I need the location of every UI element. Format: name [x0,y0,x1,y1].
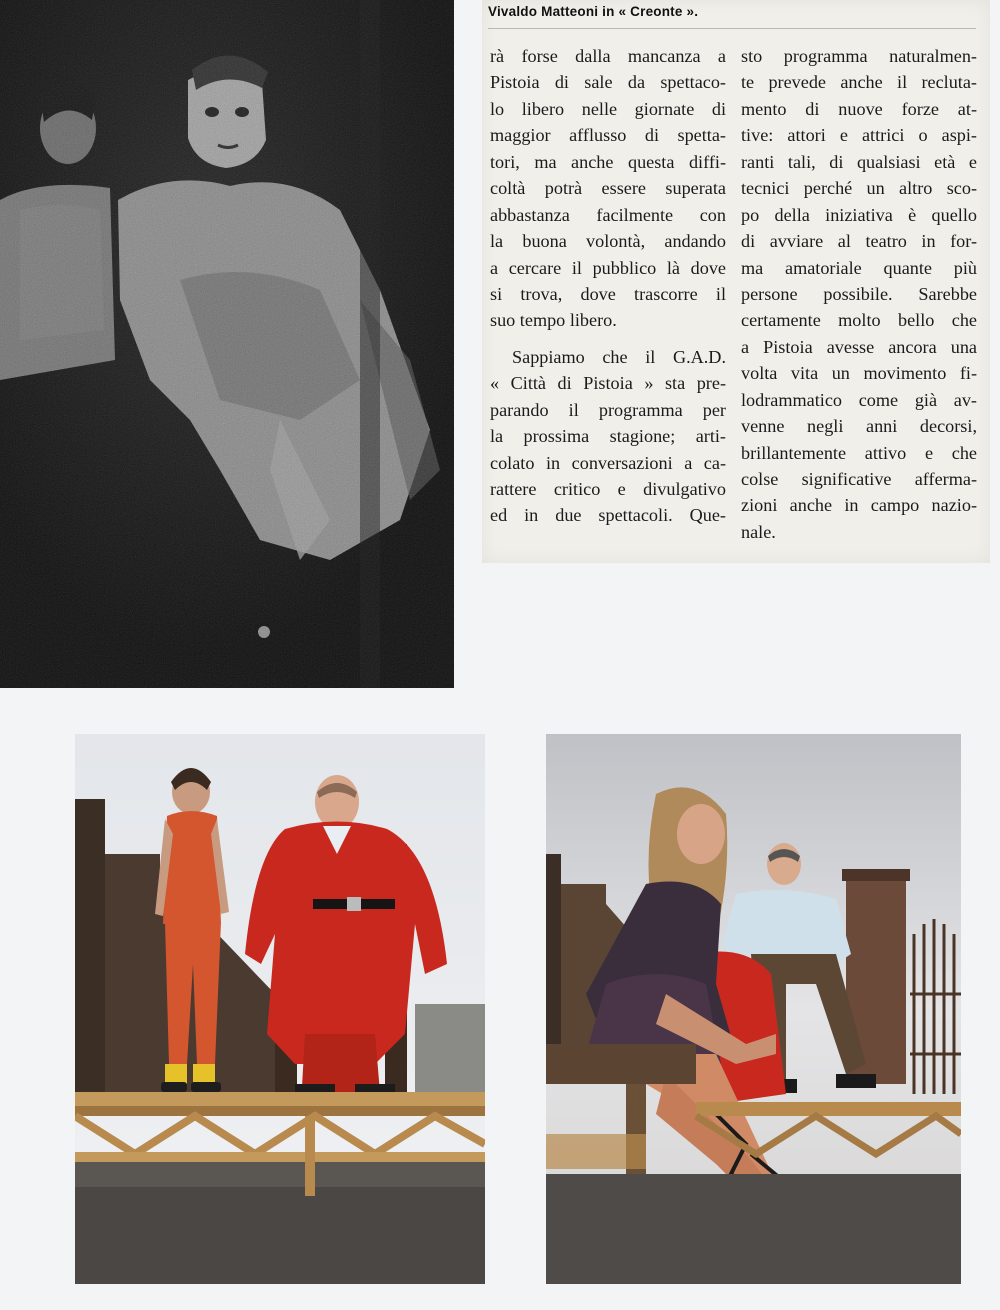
text-line: tecnici perché un altro sco- [741,178,977,199]
text-line: nale. [741,521,776,542]
article-column-left [490,43,726,529]
text-line: di avviare al teatro in for- [741,231,977,252]
text-line: certamente molto bello che [741,310,977,331]
text-line: coltà potrà essere superata [490,178,726,199]
text-line: te prevede anche il recluta- [741,72,977,93]
text-line: po della iniziativa è quello [741,204,977,225]
article-column-right [741,43,977,545]
caption-divider [488,28,976,29]
text-line: ranti tali, di qualsiasi età e [741,151,977,172]
text-line: persone possibile. Sarebbe [741,283,977,304]
text-line: tive: attori e attrici o aspi- [741,125,977,146]
text-line: ma amatoriale quante più [741,257,977,278]
color-stage-photo-left [75,734,485,1284]
girl-and-man-in-red-robe-photo-icon [75,734,485,1284]
text-line: la buona volontà, andando [490,231,726,252]
text-line: volta vita un movimento fi- [741,363,977,384]
text-line: « Città di Pistoia » sta pre- [490,373,726,394]
text-line: lodrammatico come già av- [741,389,977,410]
text-line: a cercare il pubblico là dove [490,257,726,278]
text-line: abbastanza facilmente con [490,204,726,225]
text-line: rà forse dalla mancanza a [490,46,726,66]
text-line: ed in due spettacoli. Que- [490,505,726,526]
text-line: lo libero nelle giornate di [490,98,726,119]
text-line: maggior afflusso di spetta- [490,125,726,146]
photo-caption: Vivaldo Matteoni in « Creonte ». [488,4,699,19]
text-line: colato in conversazioni a ca- [490,452,726,473]
text-line: suo tempo libero. [490,310,617,331]
text-line: tori, ma anche questa diffi- [490,151,726,172]
text-line: brillantemente attivo e che [741,442,977,463]
text-line: zioni anche in campo nazio- [741,495,977,516]
text-line: Sappiamo che il G.A.D. [512,346,726,367]
color-stage-photo-right [546,734,961,1284]
text-line: colse significative afferma- [741,469,977,489]
text-line: la prossima stagione; arti- [490,426,726,447]
bw-stage-photo [0,0,454,688]
newspaper-clipping [482,0,990,563]
text-line: mento di nuove forze at- [741,98,977,119]
text-line: venne negli anni decorsi, [741,416,977,437]
text-line: parando il programma per [490,399,726,420]
seated-woman-and-man-photo-icon [546,734,961,1284]
text-line: si trova, dove trascorre il [490,283,726,304]
text-line: a Pistoia avesse ancora una [741,336,977,357]
text-line: Pistoia di sale da spettaco- [490,72,726,93]
stage-scene-photo-icon [0,0,454,688]
text-line: rattere critico e divulgativo [490,479,726,499]
text-line: sto programma naturalmen- [741,46,977,66]
